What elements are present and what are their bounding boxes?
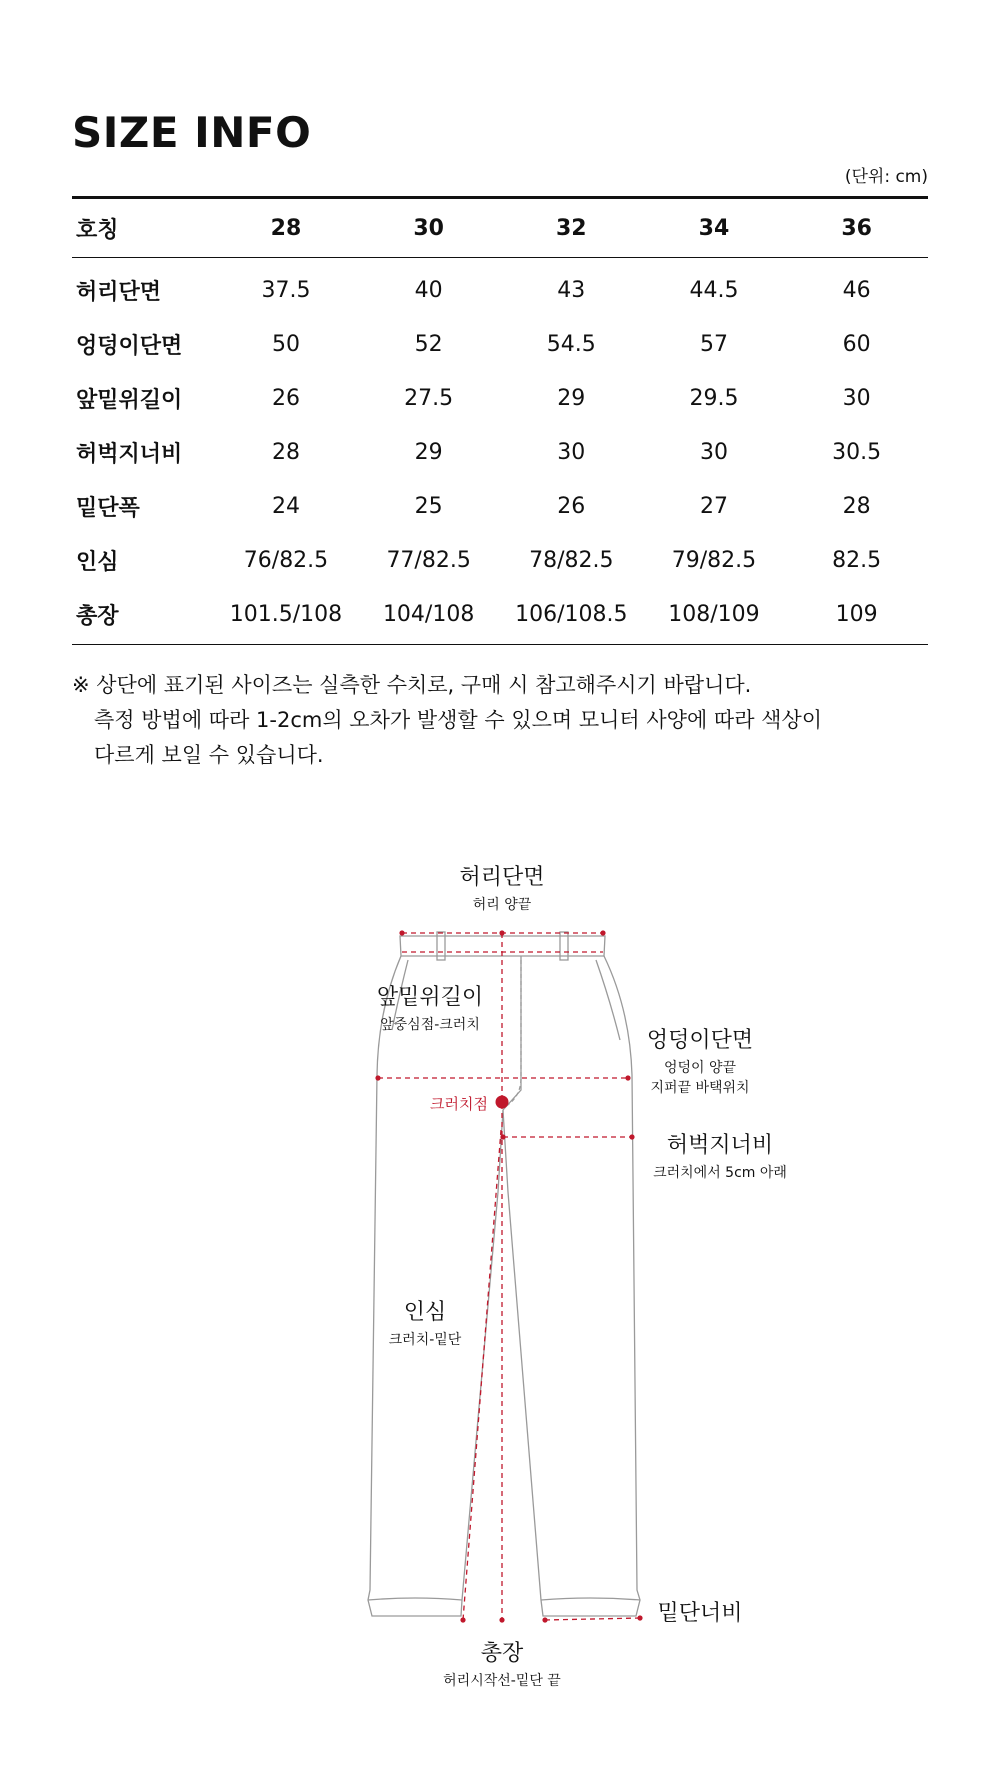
table-row <box>72 479 928 533</box>
thigh-label-title: 허벅지너비 <box>666 1133 774 1158</box>
waist-label-title: 허리단면 <box>459 865 545 890</box>
table-cell: 44.5 <box>689 277 739 303</box>
waist-label-sub: 허리 양끝 <box>472 897 532 913</box>
right-leg <box>503 956 640 1616</box>
inseam-label-sub: 크러치-밑단 <box>388 1332 462 1348</box>
header-cell: 36 <box>785 198 928 258</box>
table-cell: 28 <box>271 439 300 465</box>
row-label: 인심 <box>76 549 119 575</box>
front-rise-label <box>360 980 500 1035</box>
unit-note: (단위: cm) <box>844 167 928 187</box>
total-length-label-sub: 허리시작선-밑단 끝 <box>443 1673 561 1689</box>
hip-label <box>630 1023 770 1098</box>
table-cell: 104/108 <box>357 587 500 645</box>
table-cell: 108/109 <box>643 587 786 645</box>
table-cell: 29 <box>557 385 586 411</box>
table-cell: 54.5 <box>546 331 596 357</box>
table-cell: 46 <box>842 277 871 303</box>
hip-label-title: 엉덩이단면 <box>646 1028 754 1053</box>
crotch-point-marker <box>496 1096 509 1109</box>
front-rise-label-title: 앞밑위길이 <box>376 985 484 1010</box>
row-label: 허리단면 <box>76 279 162 305</box>
total-length-label-title: 총장 <box>480 1641 524 1666</box>
thigh-label-sub: 크러치에서 5cm 아래 <box>653 1165 787 1181</box>
table-cell: 76/82.5 <box>243 547 329 573</box>
size-notes <box>72 668 822 773</box>
left-leg <box>368 956 521 1616</box>
pants-illustration <box>0 840 1000 1740</box>
table-cell: 37.5 <box>261 277 311 303</box>
left-cuff <box>368 1598 462 1600</box>
table-cell: 40 <box>414 277 443 303</box>
note-line: 측정 방법에 따라 1-2cm의 오차가 발생할 수 있으며 모니터 사양에 따라 색상이 <box>94 708 823 732</box>
total-length-label <box>422 1636 582 1691</box>
table-cell: 43 <box>557 277 586 303</box>
table-cell: 30 <box>699 439 728 465</box>
table-row <box>72 533 928 587</box>
table-header-row <box>72 198 928 258</box>
table-cell: 60 <box>842 331 871 357</box>
table-row <box>72 371 928 425</box>
table-cell: 101.5/108 <box>215 587 358 645</box>
inseam-label <box>375 1295 475 1350</box>
header-cell: 호칭 <box>72 198 215 258</box>
pants-measurement-diagram <box>0 840 1000 1740</box>
hip-label-sub: 지퍼끝 바택위치 <box>650 1080 750 1096</box>
row-label: 엉덩이단면 <box>76 333 183 359</box>
table-cell: 109 <box>785 587 928 645</box>
header-cell: 28 <box>215 198 358 258</box>
table-row <box>72 587 928 645</box>
table-cell: 106/108.5 <box>500 587 643 645</box>
hip-label-sub: 엉덩이 양끝 <box>663 1060 737 1076</box>
table-cell: 28 <box>842 493 871 519</box>
crotch-point-label: 크러치점 <box>430 1095 488 1113</box>
waist-label <box>452 860 552 915</box>
table-cell: 27.5 <box>404 385 454 411</box>
header-cell: 34 <box>643 198 786 258</box>
note-line: 다르게 보일 수 있습니다. <box>94 743 324 767</box>
thigh-label <box>640 1128 800 1183</box>
header-cell: 30 <box>357 198 500 258</box>
fly-stitch <box>503 960 521 1108</box>
table-row <box>72 425 928 479</box>
table-cell: 77/82.5 <box>386 547 471 573</box>
header-cell: 32 <box>500 198 643 258</box>
row-label: 총장 <box>72 587 215 645</box>
pocket-right <box>596 960 620 1040</box>
table-cell: 52 <box>414 331 443 357</box>
row-label: 앞밑위길이 <box>76 387 183 413</box>
size-table <box>72 196 928 645</box>
table-cell: 82.5 <box>832 547 882 573</box>
table-cell: 30 <box>842 385 871 411</box>
inseam-label-title: 인심 <box>403 1300 447 1325</box>
row-label: 밑단폭 <box>76 495 140 521</box>
hem-line <box>545 1618 640 1620</box>
table-cell: 24 <box>271 493 300 519</box>
hem-label-title: 밑단너비 <box>657 1601 743 1626</box>
measure-lines <box>378 933 640 1620</box>
table-cell: 29.5 <box>689 385 739 411</box>
inseam-line <box>463 1130 501 1620</box>
table-cell: 26 <box>271 385 300 411</box>
row-label: 허벅지너비 <box>76 441 183 467</box>
table-row <box>72 258 928 318</box>
table-cell: 27 <box>699 493 728 519</box>
table-cell: 79/82.5 <box>671 547 757 573</box>
note-line: ※ 상단에 표기된 사이즈는 실측한 수치로, 구매 시 참고해주시기 바랍니다. <box>72 673 752 697</box>
front-rise-label-sub: 앞중심점-크러치 <box>380 1017 480 1033</box>
table-row <box>72 317 928 371</box>
table-cell: 26 <box>557 493 586 519</box>
table-cell: 29 <box>414 439 443 465</box>
table-cell: 25 <box>414 493 443 519</box>
table-cell: 57 <box>699 331 728 357</box>
table-cell: 50 <box>271 331 300 357</box>
page-title: SIZE INFO <box>72 108 312 157</box>
table-cell: 78/82.5 <box>529 547 614 573</box>
right-cuff <box>541 1598 640 1600</box>
table-cell: 30.5 <box>832 439 882 465</box>
table-cell: 30 <box>557 439 586 465</box>
hem-label <box>650 1596 750 1627</box>
